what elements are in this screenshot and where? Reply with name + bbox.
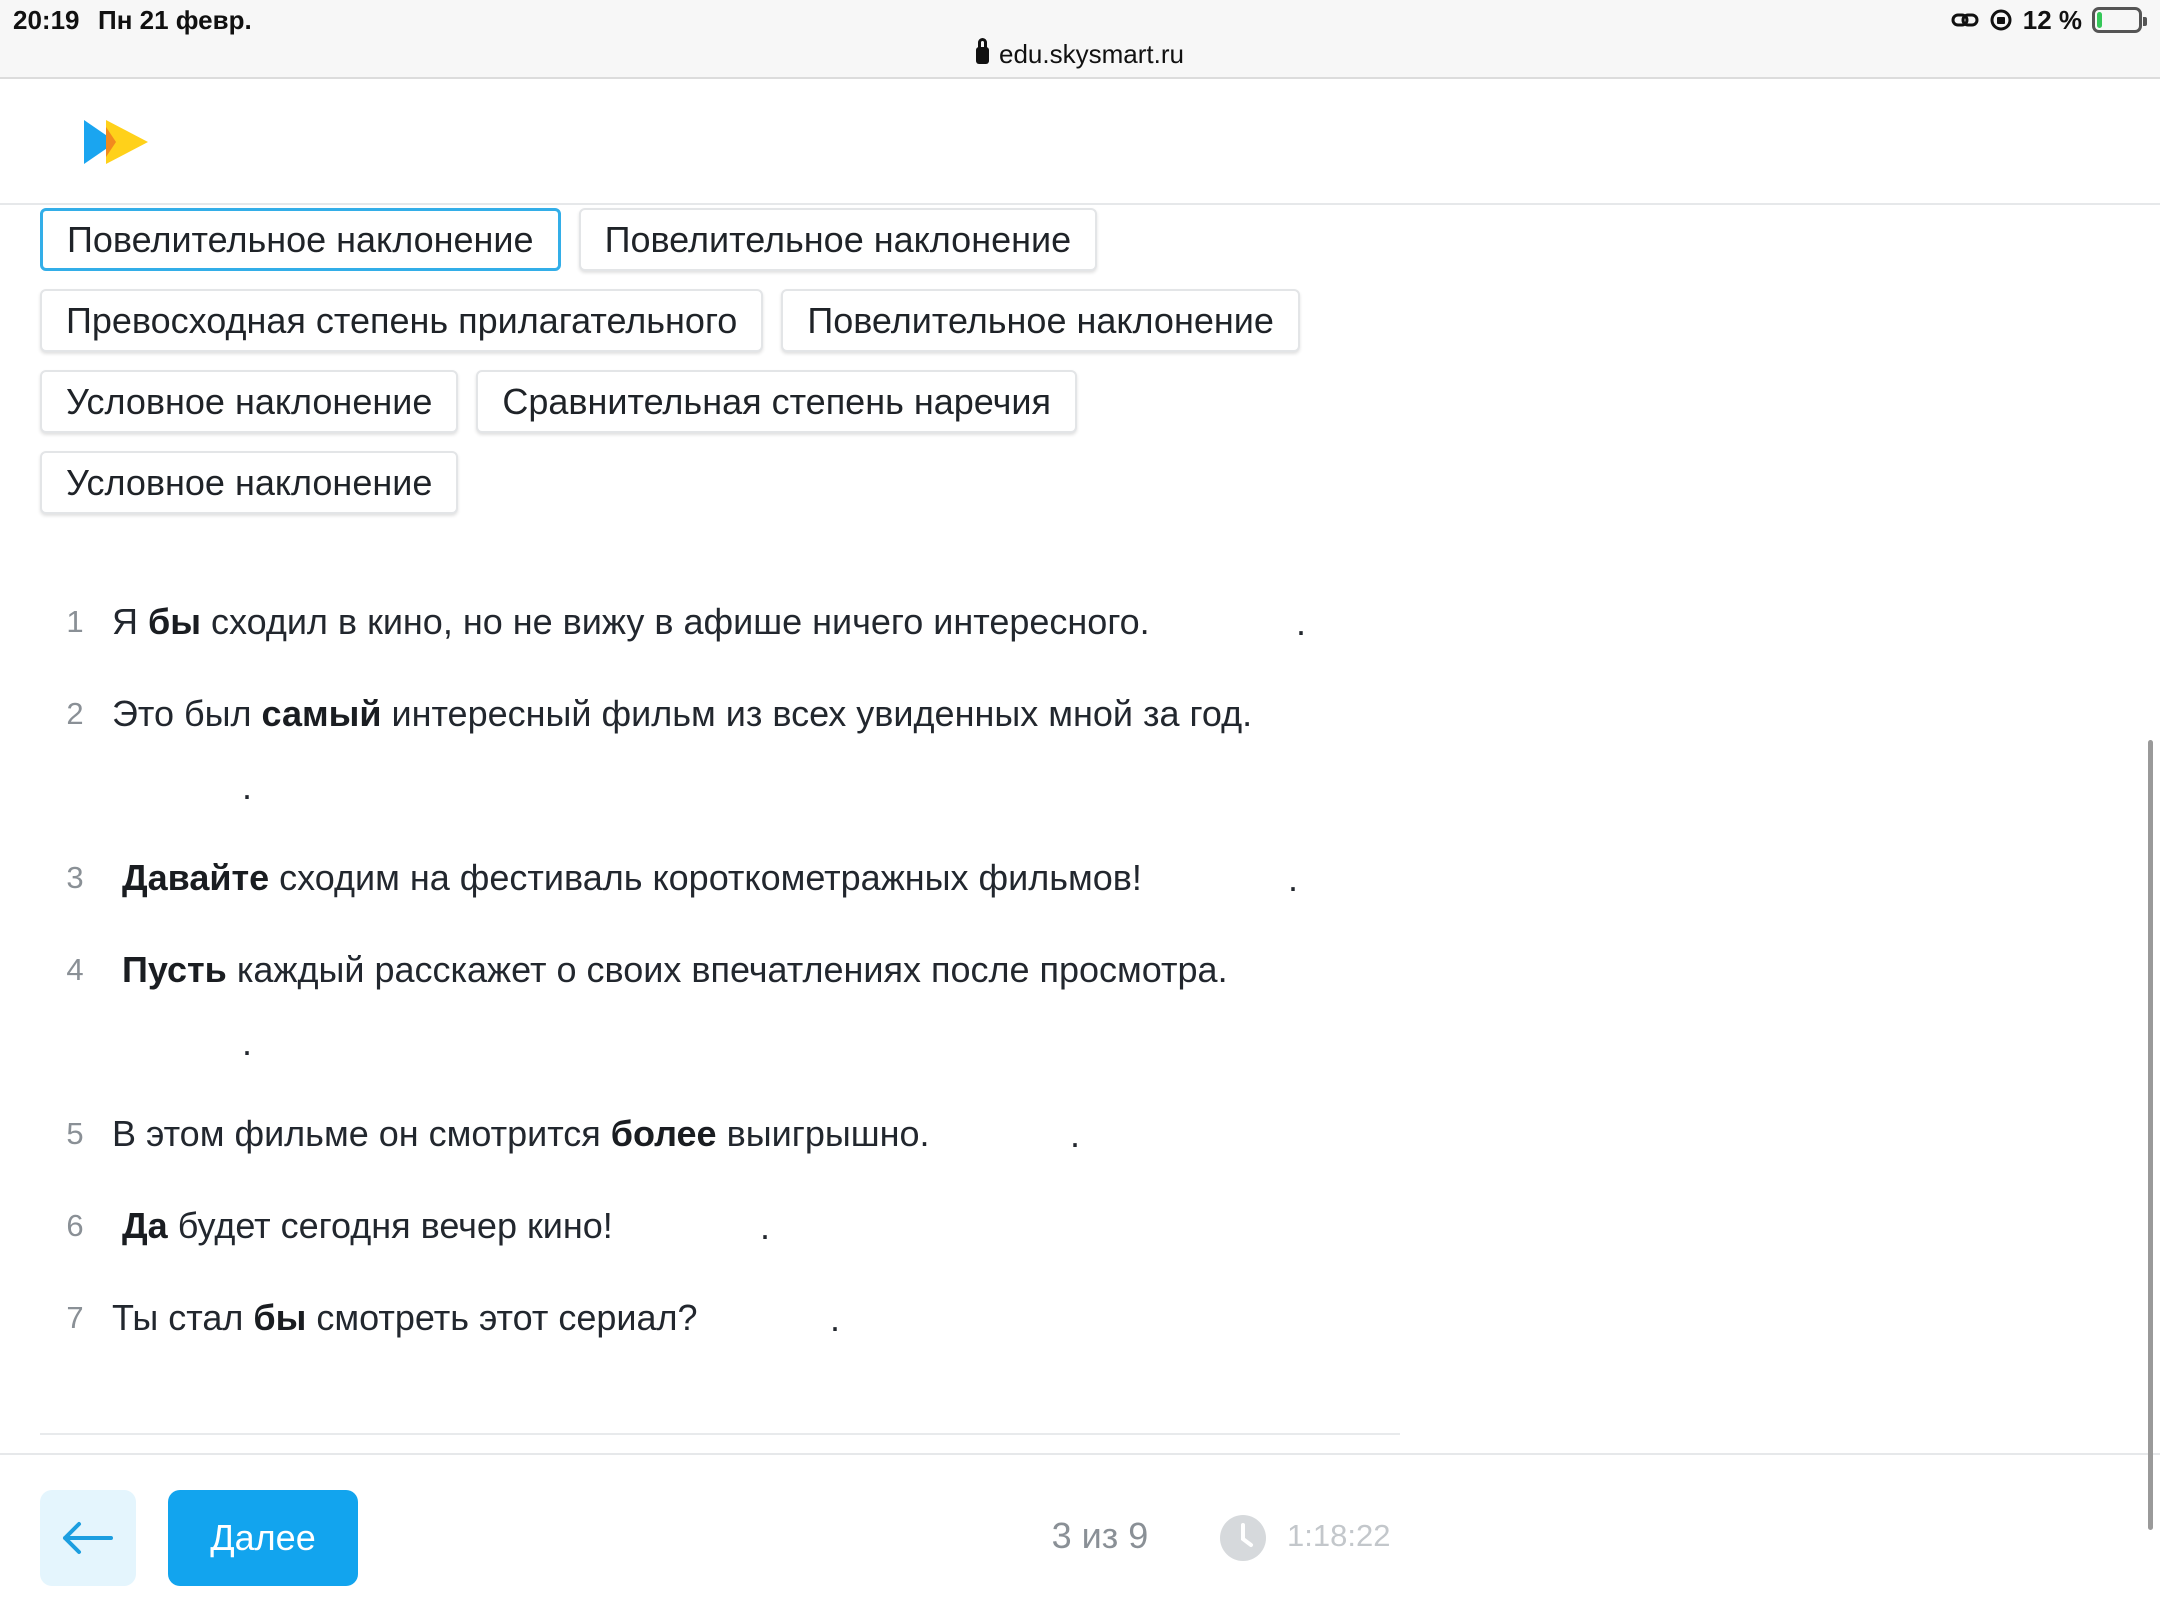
battery-icon — [2092, 7, 2142, 33]
clock-icon — [1219, 1514, 1267, 1562]
bottom-bar — [0, 1453, 2160, 1620]
sentence-keyword: бы — [253, 1297, 307, 1338]
status-bar — [0, 0, 2160, 79]
answer-drop-zone[interactable]: . — [760, 1206, 771, 1247]
answer-drop-zone[interactable]: . — [1288, 858, 1299, 899]
chip-row — [40, 289, 1380, 352]
sentence-text-after: будет сегодня вечер кино! — [167, 1205, 613, 1246]
progress-counter: 3 из 9 — [1051, 1515, 1149, 1556]
sentence-number: 5 — [66, 1116, 84, 1151]
lock-icon — [976, 47, 989, 64]
rotation-lock-icon — [1989, 8, 2013, 32]
sentence-text-before: Ты стал — [112, 1297, 254, 1338]
sentence-keyword: Да — [122, 1205, 168, 1246]
sentence-text-after: смотреть этот сериал? — [306, 1297, 698, 1338]
answer-drop-zone[interactable]: . — [830, 1298, 841, 1339]
sentence-text-after: сходим на фестиваль короткометражных фильмов! — [269, 857, 1142, 898]
sentence-text-before — [112, 1205, 122, 1246]
sentence-text — [112, 856, 1142, 900]
sentence-text — [112, 948, 1228, 992]
sentence-text-after: сходил в кино, но не вижу в афише ничего интересного. — [200, 601, 1150, 642]
sentence-keyword: самый — [261, 693, 382, 734]
sentence-text — [112, 1204, 613, 1248]
sentence-text-before: В этом фильме он смотрится — [112, 1113, 611, 1154]
answer-drop-zone[interactable]: . — [1070, 1114, 1081, 1155]
answer-drop-zone[interactable]: . — [1296, 602, 1307, 643]
sentence-number: 4 — [66, 952, 84, 987]
answer-chip[interactable]: Повелительное наклонение — [40, 208, 561, 271]
status-time: 20:19 — [13, 5, 80, 35]
sentence-number: 7 — [66, 1300, 84, 1335]
site-header — [0, 80, 2160, 205]
sentence-number: 2 — [66, 696, 84, 731]
status-indicators — [1951, 4, 2142, 36]
sentence-text — [112, 692, 1252, 736]
sentence-text-after: интересный фильм из всех увиденных мной за год. — [381, 693, 1253, 734]
sentence-text — [112, 1296, 698, 1340]
sentence-keyword: более — [610, 1113, 717, 1154]
sentence-text-after: каждый расскажет о своих впечатлениях после просмотра. — [226, 949, 1228, 990]
answer-chip[interactable]: Сравнительная степень наречия — [476, 370, 1077, 433]
scrollbar[interactable] — [2148, 740, 2153, 1530]
status-date: Пн 21 февр. — [98, 5, 252, 35]
arrow-left-icon — [61, 1521, 115, 1555]
sentence-text-before: Я — [112, 601, 148, 642]
sentence-keyword: бы — [148, 601, 201, 642]
sentence-number: 6 — [66, 1208, 84, 1243]
answer-chip[interactable]: Повелительное наклонение — [781, 289, 1300, 352]
answer-chip[interactable]: Превосходная степень прилагательного — [40, 289, 763, 352]
skysmart-logo[interactable] — [82, 118, 150, 166]
answer-chip[interactable]: Условное наклонение — [40, 370, 458, 433]
content-divider — [40, 1433, 1400, 1435]
back-button[interactable] — [40, 1490, 136, 1586]
answer-options — [40, 208, 1380, 532]
chip-row — [40, 370, 1380, 433]
answer-chip[interactable]: Условное наклонение — [40, 451, 458, 514]
timer: 1:18:22 — [1287, 1518, 1391, 1553]
answer-drop-zone[interactable]: . — [242, 766, 253, 807]
battery-percent: 12 % — [2022, 4, 2082, 35]
address-bar[interactable] — [0, 39, 2160, 70]
sentence-text-after: выигрышно. — [716, 1113, 930, 1154]
sentence-number: 1 — [66, 604, 84, 639]
link-icon — [1951, 9, 1979, 31]
chip-row — [40, 451, 1380, 514]
sentence-text-before: Это был — [112, 693, 262, 734]
battery-level — [2097, 12, 2102, 28]
sentence-text — [112, 600, 1150, 644]
sentence-number: 3 — [66, 860, 84, 895]
sentence-keyword: Пусть — [122, 949, 227, 990]
sentence-text — [112, 1112, 930, 1156]
sentence-keyword: Давайте — [122, 857, 270, 898]
next-button[interactable]: Далее — [168, 1490, 358, 1586]
sentence-text-before — [112, 949, 122, 990]
address-url: edu.skysmart.ru — [999, 39, 1184, 69]
sentence-text-before — [112, 857, 122, 898]
answer-drop-zone[interactable]: . — [242, 1022, 253, 1063]
chip-row — [40, 208, 1380, 271]
answer-chip[interactable]: Повелительное наклонение — [579, 208, 1098, 271]
